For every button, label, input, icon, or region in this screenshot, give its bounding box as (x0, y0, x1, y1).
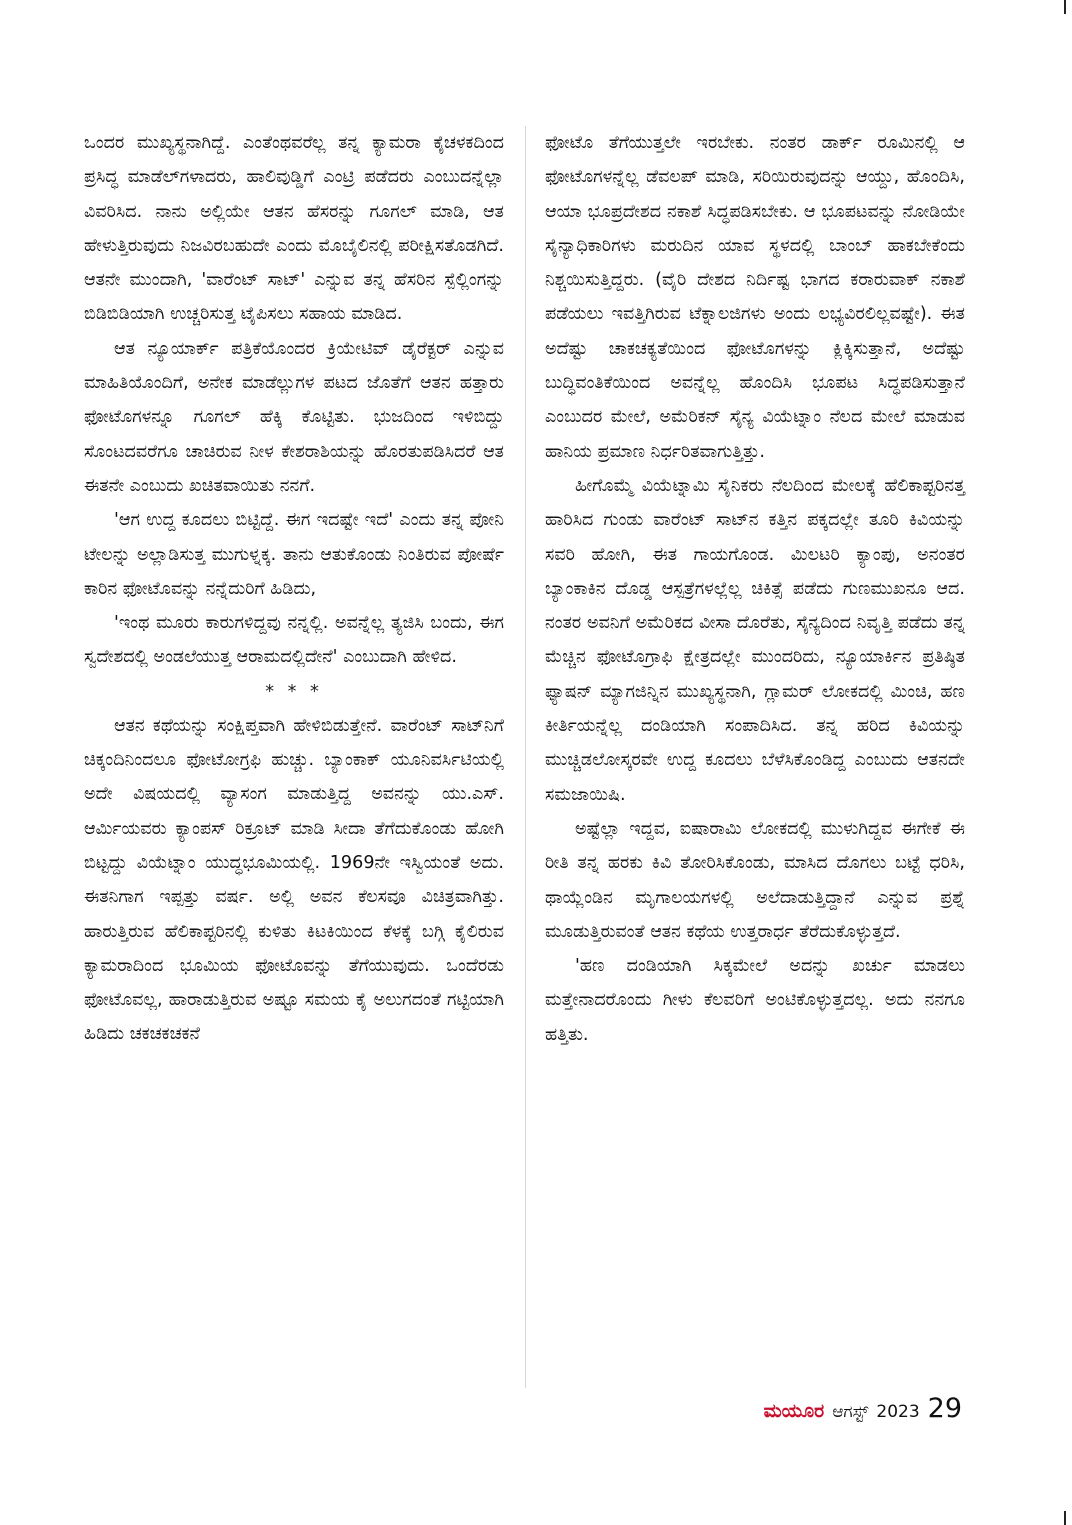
crop-mark-top-right (1064, 0, 1066, 14)
right-paragraph-4: 'ಹಣ ದಂಡಿಯಾಗಿ ಸಿಕ್ಕಮೇಲೆ ಅದನ್ನು ಖರ್ಚು ಮಾಡಲು ಮತ್ತೇನಾದರೊಂದು ಗೀಳು ಕೆಲವರಿಗೆ ಅಂಟಿಕೊಳ್ಳುತ್ತದಲ್ಲ. ಅದು ನನಗೂ ಹತ್ತಿತು. (545, 956, 965, 1045)
right-paragraph-3: ಅಷ್ಟೆಲ್ಲಾ ಇದ್ದವ, ಐಷಾರಾಮಿ ಲೋಕದಲ್ಲಿ ಮುಳುಗಿದ್ದವ ಈಗೇಕೆ ಈ ರೀತಿ ತನ್ನ ಹರಕು ಕಿವಿ ತೋರಿಸಿಕೊಂಡು, ಮಾಸಿದ ದೊಗಲು ಬಟ್ಟೆ ಧರಿಸಿ, ಥಾಯ್ಲೆಂಡಿನ ಮೃಗಾಲಯಗಳಲ್ಲಿ ಅಲೆದಾಡುತ್ತಿದ್ದಾನೆ ಎನ್ನುವ ಪ್ರಶ್ನೆ ಮೂಡುತ್ತಿರುವಂತೆ ಆತನ ಕಥೆಯ ಉತ್ತರಾರ್ಧ ತೆರೆದುಕೊಳ್ಳುತ್ತದೆ. (545, 818, 965, 942)
left-paragraph-1: ಒಂದರ ಮುಖ್ಯಸ್ಥನಾಗಿದ್ದೆ. ಎಂತೆಂಥವರೆಲ್ಲ ತನ್ನ ಕ್ಯಾಮರಾ ಕೈಚಳಕದಿಂದ ಪ್ರಸಿದ್ಧ ಮಾಡೆಲ್‌ಗಳಾದರು, ಹಾಲಿವುಡ್ಡಿಗೆ ಎಂಟ್ರಿ ಪಡೆದರು ಎಂಬುದನ್ನೆಲ್ಲಾ ವಿವರಿಸಿದ. ನಾನು ಅಲ್ಲಿಯೇ ಆತನ ಹೆಸರನ್ನು ಗೂಗಲ್ ಮಾಡಿ, ಆತ ಹೇಳುತ್ತಿರುವುದು ನಿಜವಿರಬಹುದೇ ಎಂದು ಮೊಬೈಲಿನಲ್ಲಿ ಪರೀಕ್ಷಿಸತೊಡಗಿದೆ. ಆತನೇ ಮುಂದಾಗಿ, 'ವಾರೆಂಟ್ ಸಾಟ್' ಎನ್ನುವ ತನ್ನ ಹೆಸರಿನ ಸ್ಪೆಲ್ಲಿಂಗನ್ನು ಬಿಡಿಬಿಡಿಯಾಗಿ ಉಚ್ಚರಿಸುತ್ತ ಟೈಪಿಸಲು ಸಹಾಯ ಮಾಡಿದ. (84, 133, 504, 325)
left-paragraph-2: ಆತ ನ್ಯೂಯಾರ್ಕ್ ಪತ್ರಿಕೆಯೊಂದರ ಕ್ರಿಯೇಟಿವ್ ಡೈರೆಕ್ಟರ್ ಎನ್ನುವ ಮಾಹಿತಿಯೊಂದಿಗೆ, ಅನೇಕ ಮಾಡೆಲ್ಲುಗಳ ಪಟದ ಜೊತೆಗೆ ಆತನ ಹತ್ತಾರು ಫೋಟೊಗಳನ್ನೂ ಗೂಗಲ್ ಹೆಕ್ಕಿ ಕೊಟ್ಟಿತು. ಭುಜದಿಂದ ಇಳಿಬಿದ್ದು ಸೊಂಟದವರೆಗೂ ಚಾಚಿರುವ ನೀಳ ಕೇಶರಾಶಿಯನ್ನು ಹೊರತುಪಡಿಸಿದರೆ ಆತ ಈತನೇ ಎಂಬುದು ಖಚಿತವಾಯಿತು ನನಗೆ. (84, 338, 504, 496)
right-paragraph-2: ಹೀಗೊಮ್ಮೆ ವಿಯೆಟ್ನಾಮಿ ಸೈನಿಕರು ನೆಲದಿಂದ ಮೇಲಕ್ಕೆ ಹೆಲಿಕಾಪ್ಟರಿನತ್ತ ಹಾರಿಸಿದ ಗುಂಡು ವಾರೆಂಟ್ ಸಾಟ್‌ನ ಕತ್ತಿನ ಪಕ್ಕದಲ್ಲೇ ತೂರಿ ಕಿವಿಯನ್ನು ಸವರಿ ಹೋಗಿ, ಈತ ಗಾಯಗೊಂಡ. ಮಿಲಟರಿ ಕ್ಯಾಂಪು, ಅನಂತರ ಬ್ಯಾಂಕಾಕಿನ ದೊಡ್ಡ ಆಸ್ಪತ್ರೆಗಳಲ್ಲೆಲ್ಲ ಚಿಕಿತ್ಸೆ ಪಡೆದು ಗುಣಮುಖನೂ ಆದ. ನಂತರ ಅವನಿಗೆ ಅಮೆರಿಕದ ವೀಸಾ ದೊರೆತು, ಸೈನ್ಯದಿಂದ ನಿವೃತ್ತಿ ಪಡೆದು ತನ್ನ ಮೆಚ್ಚಿನ ಫೋಟೊಗ್ರಾಫಿ ಕ್ಷೇತ್ರದಲ್ಲೇ ಮುಂದರಿದು, ನ್ಯೂಯಾರ್ಕಿನ ಪ್ರತಿಷ್ಠಿತ ಫ್ಯಾಷನ್ ಮ್ಯಾಗಜಿನ್ನಿನ ಮುಖ್ಯಸ್ಥನಾಗಿ, ಗ್ಲಾಮರ್ ಲೋಕದಲ್ಲಿ ಮಿಂಚಿ, ಹಣ ಕೀರ್ತಿಯನ್ನೆಲ್ಲ ದಂಡಿಯಾಗಿ ಸಂಪಾದಿಸಿದ. ತನ್ನ ಹರಿದ ಕಿವಿಯನ್ನು ಮುಚ್ಚಿಡಲೋಸ್ಕರವೇ ಉದ್ದ ಕೂದಲು ಬೆಳೆಸಿಕೊಂಡಿದ್ದ ಎಂಬುದು ಆತನದೇ ಸಮಜಾಯಿಷಿ. (545, 475, 965, 805)
article-columns (84, 126, 966, 1388)
crop-mark-bottom-right (1064, 1511, 1066, 1525)
issue-year: 2023 (876, 1402, 920, 1422)
right-column (545, 126, 965, 1052)
right-paragraph-1: ಫೋಟೊ ತೆಗೆಯುತ್ತಲೇ ಇರಬೇಕು. ನಂತರ ಡಾರ್ಕ್ ರೂಮಿನಲ್ಲಿ ಆ ಫೋಟೊಗಳನ್ನೆಲ್ಲ ಡೆವಲಪ್ ಮಾಡಿ, ಸರಿಯಿರುವುದನ್ನು ಆಯ್ದು, ಹೊಂದಿಸಿ, ಆಯಾ ಭೂಪ್ರದೇಶದ ನಕಾಶೆ ಸಿದ್ಧಪಡಿಸಬೇಕು. ಆ ಭೂಪಟವನ್ನು ನೋಡಿಯೇ ಸೈನ್ಯಾಧಿಕಾರಿಗಳು ಮರುದಿನ ಯಾವ ಸ್ಥಳದಲ್ಲಿ ಬಾಂಬ್ ಹಾಕಬೇಕೆಂದು ನಿಶ್ಚಯಿಸುತ್ತಿದ್ದರು. (ವೈರಿ ದೇಶದ ನಿರ್ದಿಷ್ಟ ಭಾಗದ ಕರಾರುವಾಕ್ ನಕಾಶೆ ಪಡೆಯಲು ಇವತ್ತಿಗಿರುವ ಟೆಕ್ನಾಲಜಿಗಳು ಅಂದು ಲಭ್ಯವಿರಲಿಲ್ಲವಷ್ಟೇ). ಈತ ಅದೆಷ್ಟು ಚಾಕಚಕ್ಯತೆಯಿಂದ ಫೋಟೊಗಳನ್ನು ಕ್ಲಿಕ್ಕಿಸುತ್ತಾನೆ, ಅದೆಷ್ಟು ಬುದ್ಧಿವಂತಿಕೆಯಿಂದ ಅವನ್ನೆಲ್ಲ ಹೊಂದಿಸಿ ಭೂಪಟ ಸಿದ್ಧಪಡಿಸುತ್ತಾನೆ ಎಂಬುದರ ಮೇಲೆ, ಅಮೆರಿಕನ್ ಸೈನ್ಯ ವಿಯೆಟ್ನಾಂ ನೆಲದ ಮೇಲೆ ಮಾಡುವ ಹಾನಿಯ ಪ್ರಮಾಣ ನಿರ್ಧರಿತವಾಗುತ್ತಿತ್ತು. (545, 133, 965, 462)
left-column (84, 126, 504, 1052)
column-divider (525, 126, 526, 1388)
left-paragraph-5: ಆತನ ಕಥೆಯನ್ನು ಸಂಕ್ಷಿಪ್ತವಾಗಿ ಹೇಳಿಬಿಡುತ್ತೇನೆ. ವಾರೆಂಟ್ ಸಾಟ್‌ನಿಗೆ ಚಿಕ್ಕಂದಿನಿಂದಲೂ ಫೋಟೋಗ್ರಫಿ ಹುಚ್ಚು. ಬ್ಯಾಂಕಾಕ್ ಯೂನಿವರ್ಸಿಟಿಯಲ್ಲಿ ಅದೇ ವಿಷಯದಲ್ಲಿ ವ್ಯಾಸಂಗ ಮಾಡುತ್ತಿದ್ದ ಅವನನ್ನು ಯು.ಎಸ್. ಆರ್ಮಿಯವರು ಕ್ಯಾಂಪಸ್ ರಿಕ್ರೂಟ್ ಮಾಡಿ ಸೀದಾ ತೆಗೆದುಕೊಂಡು ಹೋಗಿ ಬಿಟ್ಟದ್ದು ವಿಯೆಟ್ನಾಂ ಯುದ್ಧಭೂಮಿಯಲ್ಲಿ. 1969ನೇ ಇಸ್ವಿಯಂತೆ ಅದು. ಈತನಿಗಾಗ ಇಪ್ಪತ್ತು ವರ್ಷ. ಅಲ್ಲಿ ಅವನ ಕೆಲಸವೂ ವಿಚಿತ್ರವಾಗಿತ್ತು. ಹಾರುತ್ತಿರುವ ಹೆಲಿಕಾಪ್ಟರಿನಲ್ಲಿ ಕುಳಿತು ಕಿಟಕಿಯಿಂದ ಕೆಳಕ್ಕೆ ಬಗ್ಗಿ ಕೈಲಿರುವ ಕ್ಯಾಮರಾದಿಂದ ಭೂಮಿಯ ಫೋಟೊವನ್ನು ತೆಗೆಯುವುದು. ಒಂದೆರಡು ಫೋಟೊವಲ್ಲ, ಹಾರಾಡುತ್ತಿರುವ ಅಷ್ಟೂ ಸಮಯ ಕೈ ಅಲುಗದಂತೆ ಗಟ್ಟಿಯಾಗಿ ಹಿಡಿದು ಚಕಚಕಚಕನೆ (84, 715, 504, 1045)
page-footer (764, 1393, 962, 1424)
left-paragraph-3: 'ಆಗ ಉದ್ದ ಕೂದಲು ಬಿಟ್ಟಿದ್ದೆ. ಈಗ ಇದಷ್ಟೇ ಇದೆ' ಎಂದು ತನ್ನ ಪೋನಿ ಟೇಲನ್ನು ಅಲ್ಲಾಡಿಸುತ್ತ ಮುಗುಳ್ನಕ್ಕ. ತಾನು ಆತುಕೊಂಡು ನಿಂತಿರುವ ಪೋರ್ಷೆ ಕಾರಿನ ಫೋಟೊವನ್ನು ನನ್ನೆದುರಿಗೆ ಹಿಡಿದು, (84, 510, 504, 599)
left-paragraph-4: 'ಇಂಥ ಮೂರು ಕಾರುಗಳಿದ್ದವು ನನ್ನಲ್ಲಿ. ಅವನ್ನೆಲ್ಲ ತ್ಯಜಿಸಿ ಬಂದು, ಈಗ ಸ್ವದೇಶದಲ್ಲಿ ಅಂಡಲೆಯುತ್ತ ಆರಾಮದಲ್ಲಿದೇನೆ' ಎಂಬುದಾಗಿ ಹೇಳಿದ. (84, 613, 504, 668)
page-number: 29 (927, 1393, 962, 1424)
section-separator: * * * (265, 681, 323, 702)
magazine-name: ಮಯೂರ (763, 1400, 825, 1422)
issue-month: ಆಗಸ್ಟ್ (832, 1402, 869, 1422)
